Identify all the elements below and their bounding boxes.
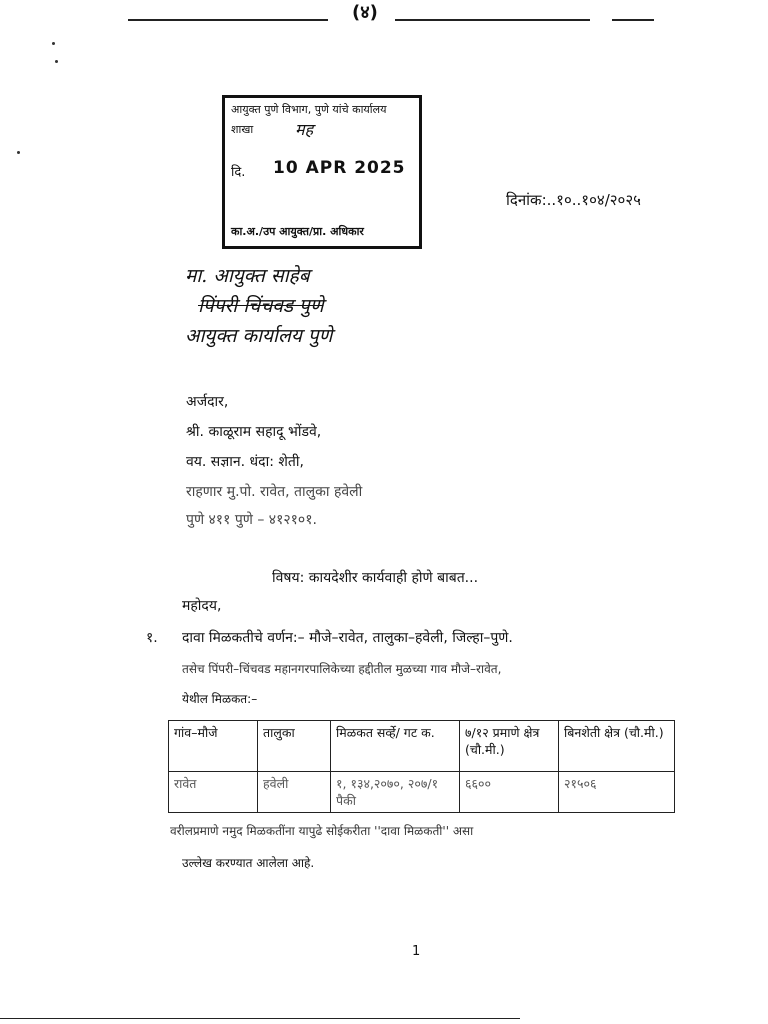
applicant-name: श्री. काळूराम सहादू भोंडवे,: [186, 424, 322, 440]
table-cell: २१५०६: [559, 772, 675, 813]
stamp-officer-line: का.अ./उप आयुक्त/प्रा. अधिकार: [231, 225, 364, 238]
para-line-2: तसेच पिंपरी–चिंचवड महानगरपालिकेच्या हद्दीतील मुळच्या गाव मौजे–रावेत,: [182, 662, 502, 676]
stamp-date-label: दि.: [231, 165, 246, 180]
top-rule-left: [128, 19, 328, 21]
para-number: १.: [146, 630, 158, 646]
table-header-cell: ७/१२ प्रमाणे क्षेत्र (चौ.मी.): [460, 721, 559, 772]
salutation: महोदय,: [182, 598, 222, 614]
table-header-row: [169, 721, 675, 772]
table-cell: रावेत: [169, 772, 258, 813]
stamp-branch-label: शाखा: [231, 123, 254, 136]
table-row: [169, 772, 675, 813]
addressee-line-2: पिंपरी चिंचवड पुणे: [198, 295, 324, 317]
table-header-cell: बिनशेती क्षेत्र (चौ.मी.): [559, 721, 675, 772]
after-table-line-2: उल्लेख करण्यात आलेला आहे.: [182, 856, 315, 870]
scan-speck: [52, 42, 55, 45]
table-cell: ६६००: [460, 772, 559, 813]
office-stamp: [222, 95, 422, 249]
table-header-cell: मिळकत सर्व्हे/ गट क.: [331, 721, 460, 772]
stamp-office-line: आयुक्त पुणे विभाग, पुणे यांचे कार्यालय: [231, 103, 387, 116]
applicant-city: पुणे ४११ पुणे – ४१२१०१.: [186, 512, 317, 528]
page-mark: (४): [352, 2, 378, 23]
scan-speck: [55, 60, 58, 63]
stamp-branch-value: मह: [295, 120, 314, 139]
scan-speck: [17, 151, 20, 154]
applicant-age: वय. सज्ञान. धंदा: शेती,: [186, 454, 304, 470]
top-rule-far-right: [612, 19, 654, 21]
top-rule-right: [395, 19, 590, 21]
bottom-rule: [0, 1018, 520, 1019]
table-header-cell: गांव–मौजे: [169, 721, 258, 772]
property-table: [168, 720, 675, 813]
after-table-line-1: वरीलप्रमाणे नमुद मिळकतींना यापुढे सोईकरीता ''दावा मिळकती'' असा: [170, 824, 474, 838]
para-line-3: येथील मिळकत:–: [182, 692, 258, 706]
stamp-date: 10 APR 2025: [273, 158, 406, 178]
table-cell: हवेली: [258, 772, 331, 813]
subject-line: विषय: कायदेशीर कार्यवाही होणे बाबत...: [272, 570, 479, 586]
page-number: 1: [412, 944, 421, 959]
table-header-cell: तालुका: [258, 721, 331, 772]
addressee-line-3: आयुक्त कार्यालय पुणे: [185, 325, 333, 347]
applicant-address: राहणार मु.पो. रावेत, तालुका हवेली: [186, 484, 363, 500]
applicant-heading: अर्जदार,: [186, 394, 229, 410]
addressee-line-1: मा. आयुक्त साहेब: [185, 265, 310, 287]
table-cell: १, १३४,२०७०, २०७/१ पैकी: [331, 772, 460, 813]
para-line-1: दावा मिळकतीचे वर्णन:– मौजे–रावेत, तालुका–हवेली, जिल्हा–पुणे.: [182, 630, 513, 646]
letter-date: दिनांक:..१०..१०४/२०२५: [506, 191, 641, 209]
